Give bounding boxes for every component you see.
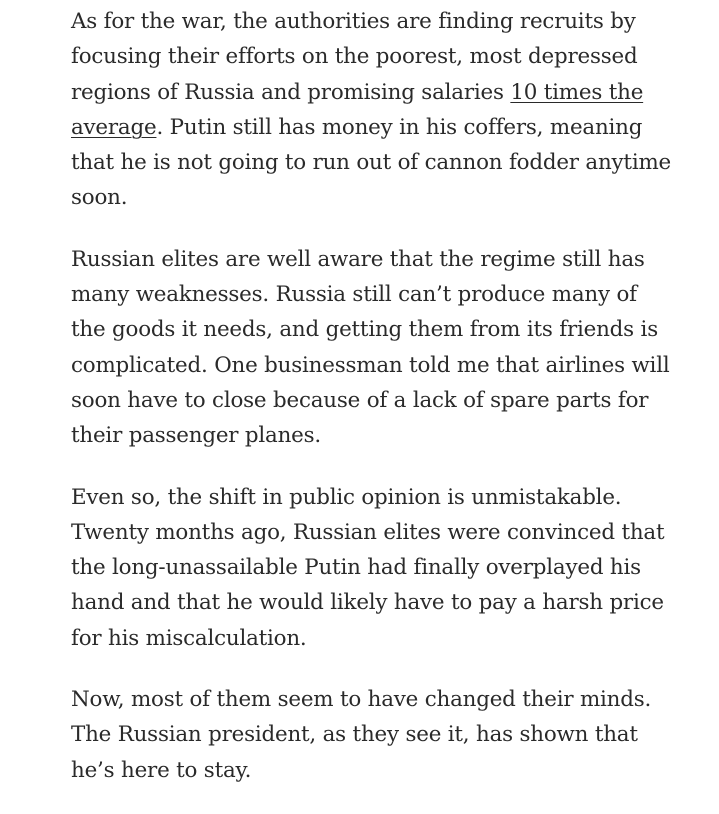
paragraph-public-opinion: Even so, the shift in public opinion is unmistakable. Twenty months ago, Russian elites were convinced that the long-unassailable Putin had finally overplayed his hand and that he would likely have to pay a harsh price for his miscalculation.	[71, 484, 665, 651]
paragraph-changed-minds: Now, most of them seem to have changed their minds. The Russian president, as they see it, has shown that he’s here to stay.	[71, 687, 652, 783]
paragraph-1-text-after: . Putin still has money in his coffers, meaning that he is not going to run out of cannon fodder anytime soon.	[71, 114, 672, 211]
paragraph-elites-weaknesses: Russian elites are well aware that the regime still has many weaknesses. Russia still can’t produce many of the goods it needs, and getting them from its friends is complicated. One businessman told me that airlines will soon have to close because of a lack of spare parts for their passenger planes.	[71, 246, 670, 449]
paragraph-war-recruits	[71, 4, 671, 216]
article-body	[71, 4, 671, 814]
paragraph-1-text-before: As for the war, the authorities are finding recruits by focusing their efforts on the poorest, most depressed regions of Russia and promising salaries	[71, 9, 638, 105]
salaries-link[interactable]: 10 times the average	[71, 79, 644, 140]
